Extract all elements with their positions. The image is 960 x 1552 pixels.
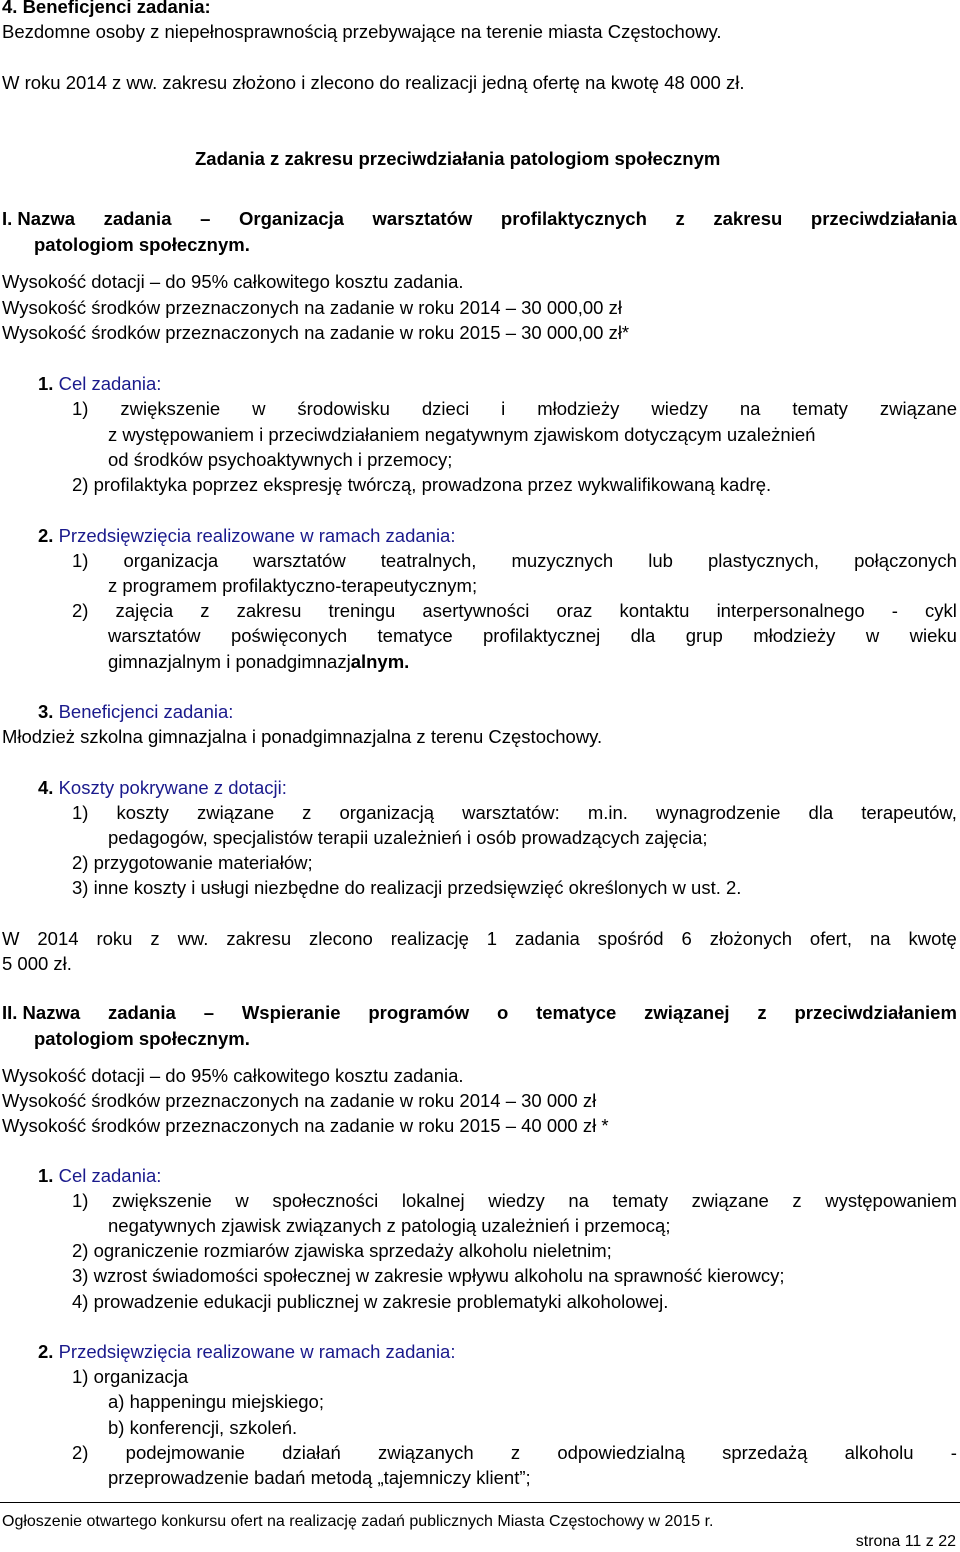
task1-goal-heading: 1. Cel zadania: [38,373,162,394]
task2-goal-item1-line2: negatywnych zjawisk związanych z patologią uzależnień i przemocą; [108,1215,671,1236]
task1-beneficiaries-heading: 3. Beneficjenci zadania: [38,701,234,722]
beneficiaries-text: Bezdomne osoby z niepełnosprawnością przebywające na terenie miasta Częstochowy. [2,21,722,42]
task2-funds-2015: Wysokość środków przeznaczonych na zadanie w roku 2015 – 40 000 zł * [2,1115,609,1136]
task1-cost2: 2) przygotowanie materiałów; [72,852,313,873]
task1-title-line1: I. Nazwa zadania – Organizacja warsztatów profilaktycznych z zakresu przeciwdziałania [2,208,957,229]
task1-title-line2: patologiom społecznym. [34,234,250,255]
task1-beneficiaries-text: Młodzież szkolna gimnazjalna i ponadgimnazjalna z terenu Częstochowy. [2,726,603,747]
task1-cost3: 3) inne koszty i usługi niezbędne do realizacji przedsięwzięć określonych w ust. 2. [72,877,742,898]
task1-costs-heading: 4. Koszty pokrywane z dotacji: [38,777,287,798]
task1-activities-heading: 2. Przedsięwzięcia realizowane w ramach zadania: [38,525,456,546]
task2-title-line1: II. Nazwa zadania – Wspieranie programów o tematyce związanej z przeciwdziałaniem [2,1002,957,1023]
task2-goal-item2: 2) ograniczenie rozmiarów zjawiska sprzedaży alkoholu nieletnim; [72,1240,612,1261]
task1-goal-item1-line2: z występowaniem i przeciwdziałaniem negatywnym zjawiskom dotyczącym uzależnień [108,424,816,445]
task1-funds-2015: Wysokość środków przeznaczonych na zadanie w roku 2015 – 30 000,00 zł* [2,322,630,343]
task2-dotation: Wysokość dotacji – do 95% całkowitego kosztu zadania. [2,1065,464,1086]
beneficiaries-heading: 4. Beneficjenci zadania: [2,0,211,17]
task1-goal-item1-line3: od środków psychoaktywnych i przemocy; [108,449,453,470]
task1-summary-line2: 5 000 zł. [2,953,72,974]
footer-rule [0,1502,960,1503]
task2-activity2-line2: przeprowadzenie badań metodą „tajemniczy klient”; [108,1467,531,1488]
task1-goal-item2: 2) profilaktyka poprzez ekspresję twórczą, prowadzona przez wykwalifikowaną kadrę. [72,474,772,495]
task2-goal-heading: 1. Cel zadania: [38,1165,162,1186]
task2-goal-item4: 4) prowadzenie edukacji publicznej w zakresie problematyki alkoholowej. [72,1291,669,1312]
task1-goal-item1-line1: 1) zwiększenie w środowisku dzieci i młodzieży wiedzy na tematy związane [72,398,957,419]
task1-funds-2014: Wysokość środków przeznaczonych na zadanie w roku 2014 – 30 000,00 zł [2,297,622,318]
section-title: Zadania z zakresu przeciwdziałania patologiom społecznym [195,148,721,169]
task1-activity1-line1: 1) organizacja warsztatów teatralnych, muzycznych lub plastycznych, połączonych [72,550,957,571]
page-number: strona 11 z 22 [855,1533,956,1550]
task1-cost1-line1: 1) koszty związane z organizacją warsztatów: m.in. wynagrodzenie dla terapeutów, [72,802,957,823]
task2-activity1-b: b) konferencji, szkoleń. [108,1417,298,1438]
task1-activity2-line3: gimnazjalnym i ponadgimnazjalnym. [108,651,410,672]
task2-activity2-line1: 2) podejmowanie działań związanych z odpowiedzialną sprzedażą alkoholu - [72,1442,957,1463]
offer-summary: W roku 2014 z ww. zakresu złożono i zlecono do realizacji jedną ofertę na kwotę 48 000 zł. [2,72,745,93]
task1-dotation: Wysokość dotacji – do 95% całkowitego kosztu zadania. [2,271,464,292]
footer-title: Ogłoszenie otwartego konkursu ofert na realizację zadań publicznych Miasta Częstochowy w 2015 r. [2,1513,714,1530]
task1-activity2-line2: warsztatów poświęconych tematyce profilaktycznej dla grup młodzieży w wieku [108,625,957,646]
task2-title-line2: patologiom społecznym. [34,1028,250,1049]
task2-activities-heading: 2. Przedsięwzięcia realizowane w ramach zadania: [38,1341,456,1362]
task1-summary-line1: W 2014 roku z ww. zakresu zlecono realizację 1 zadania spośród 6 złożonych ofert, na kwotę [2,928,957,949]
task1-activity1-line2: z programem profilaktyczno-terapeutycznym; [108,575,478,596]
task2-goal-item1-line1: 1) zwiększenie w społeczności lokalnej wiedzy na tematy związane z występowaniem [72,1190,957,1211]
task2-goal-item3: 3) wzrost świadomości społecznej w zakresie wpływu alkoholu na sprawność kierowcy; [72,1265,785,1286]
task2-funds-2014: Wysokość środków przeznaczonych na zadanie w roku 2014 – 30 000 zł [2,1090,597,1111]
task2-activity1-a: a) happeningu miejskiego; [108,1391,324,1412]
task2-activity1: 1) organizacja [72,1366,189,1387]
task1-activity2-line1: 2) zajęcia z zakresu treningu asertywności oraz kontaktu interpersonalnego - cykl [72,600,957,621]
task1-cost1-line2: pedagogów, specjalistów terapii uzależnień i osób prowadzących zajęcia; [108,827,708,848]
